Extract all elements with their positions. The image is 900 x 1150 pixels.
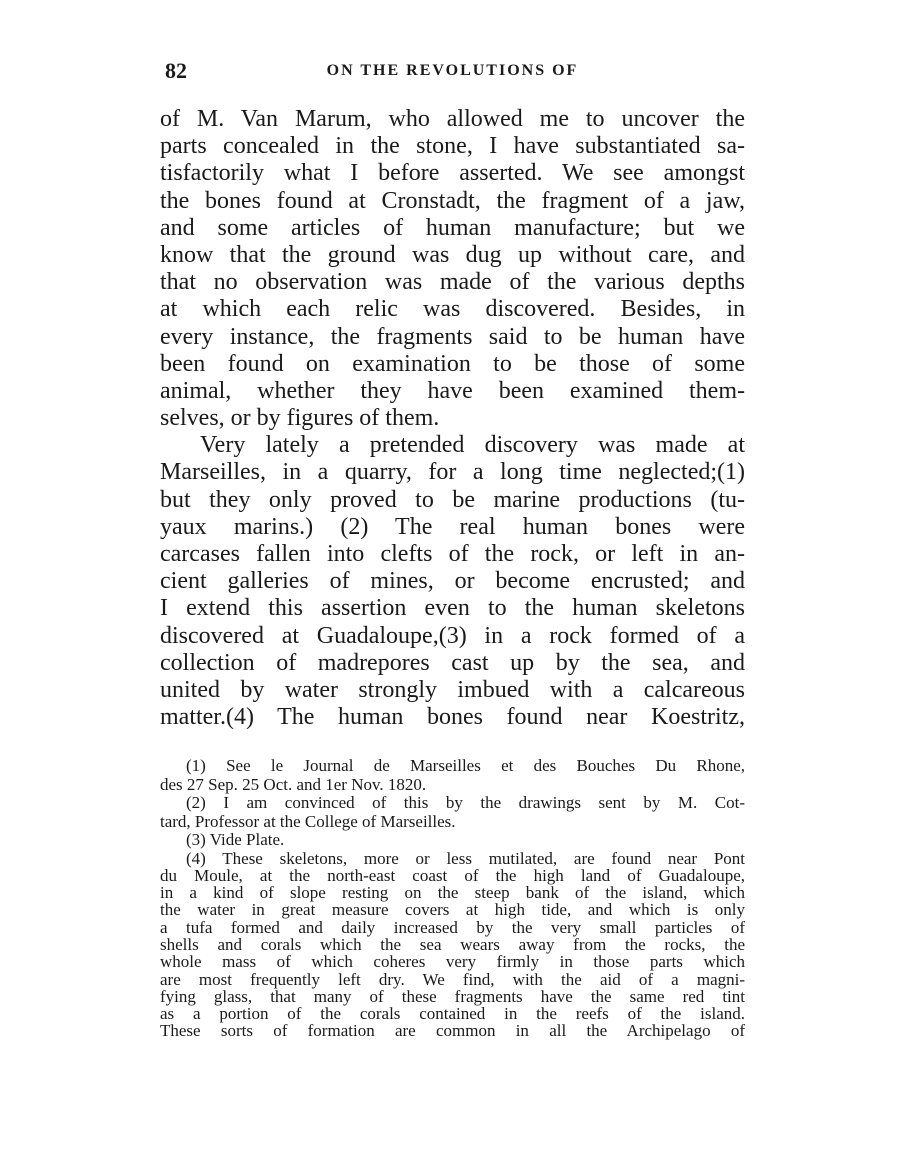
- body-line: selves, or by figures of them.: [160, 405, 440, 432]
- footnote-line: (3) Vide Plate.: [186, 830, 285, 849]
- footnote-line: des 27 Sep. 25 Oct. and 1er Nov. 1820.: [160, 774, 427, 794]
- body-line: yaux marins.) (2) The real human bones were: [160, 513, 745, 540]
- footnote-line: in a kind of slope resting on the steep bank of the island, which: [160, 883, 745, 903]
- body-line: that no observation was made of the various depths: [160, 269, 745, 296]
- body-line: Marseilles, in a quarry, for a long time neglected;(1): [160, 459, 745, 486]
- page-header: [160, 58, 745, 88]
- body-line: every instance, the fragments said to be human have: [160, 323, 745, 350]
- body-line: of M. Van Marum, who allowed me to uncover the: [160, 106, 745, 132]
- body-line: and some articles of human manufacture; but we: [160, 214, 745, 241]
- footnote-4: [160, 850, 745, 1040]
- body-line: know that the ground was dug up without care, and: [160, 241, 745, 268]
- footnote-line: These sorts of formation are common in all the Archipelago of: [160, 1021, 745, 1041]
- body-line: animal, whether they have been examined them-: [160, 377, 745, 404]
- body-line: discovered at Guadaloupe,(3) in a rock formed of a: [160, 622, 745, 649]
- footnote-line: are most frequently left dry. We find, with the aid of a magni-: [160, 969, 745, 989]
- footnote-line: the water in great measure covers at high tide, and which is only: [160, 900, 745, 920]
- footnote-line: a tufa formed and daily increased by the very small particles of: [160, 917, 745, 937]
- footnotes: [160, 757, 745, 1040]
- body-line: united by water strongly imbued with a calcareous: [160, 676, 745, 703]
- footnote-line: (1) See le Journal de Marseilles et des Bouches Du Rhone,: [186, 756, 745, 775]
- body-line: been found on examination to be those of some: [160, 350, 745, 377]
- body-line: I extend this assertion even to the human skeletons: [160, 595, 745, 622]
- body-line: the bones found at Cronstadt, the fragment of a jaw,: [160, 187, 745, 214]
- footnote-line: (4) These skeletons, more or less mutilated, are found near Pont: [186, 848, 745, 868]
- footnote-line: whole mass of which coheres very firmly in those parts which: [160, 952, 745, 972]
- body-line: cient galleries of mines, or become encrusted; and: [160, 568, 745, 595]
- footnote-line: (2) I am convinced of this by the drawings sent by M. Cot-: [186, 793, 745, 812]
- body-line: tisfactorily what I before asserted. We see amongst: [160, 160, 745, 187]
- footnote-line: du Moule, at the north-east coast of the high land of Guadaloupe,: [160, 865, 745, 885]
- body-text: [160, 106, 745, 731]
- body-line: at which each relic was discovered. Besides, in: [160, 296, 745, 323]
- body-line: parts concealed in the stone, I have substantiated sa-: [160, 133, 745, 160]
- footnote-line: fying glass, that many of these fragments have the same red tint: [160, 986, 745, 1006]
- body-line: Very lately a pretended discovery was made at: [200, 432, 745, 459]
- footnote-line: tard, Professor at the College of Marseilles.: [160, 811, 456, 831]
- footnote-line: shells and corals which the sea wears away from the rocks, the: [160, 934, 745, 954]
- body-line: but they only proved to be marine productions (tu-: [160, 486, 745, 513]
- footnote-line: as a portion of the corals contained in the reefs of the island.: [160, 1004, 745, 1024]
- running-title: ON THE REVOLUTIONS OF: [326, 62, 579, 79]
- body-line: collection of madrepores cast up by the sea, and: [160, 649, 745, 676]
- page-number: 82: [165, 58, 187, 83]
- body-line: matter.(4) The human bones found near Koestritz,: [160, 704, 745, 731]
- body-line: carcases fallen into clefts of the rock, or left in an-: [160, 541, 745, 567]
